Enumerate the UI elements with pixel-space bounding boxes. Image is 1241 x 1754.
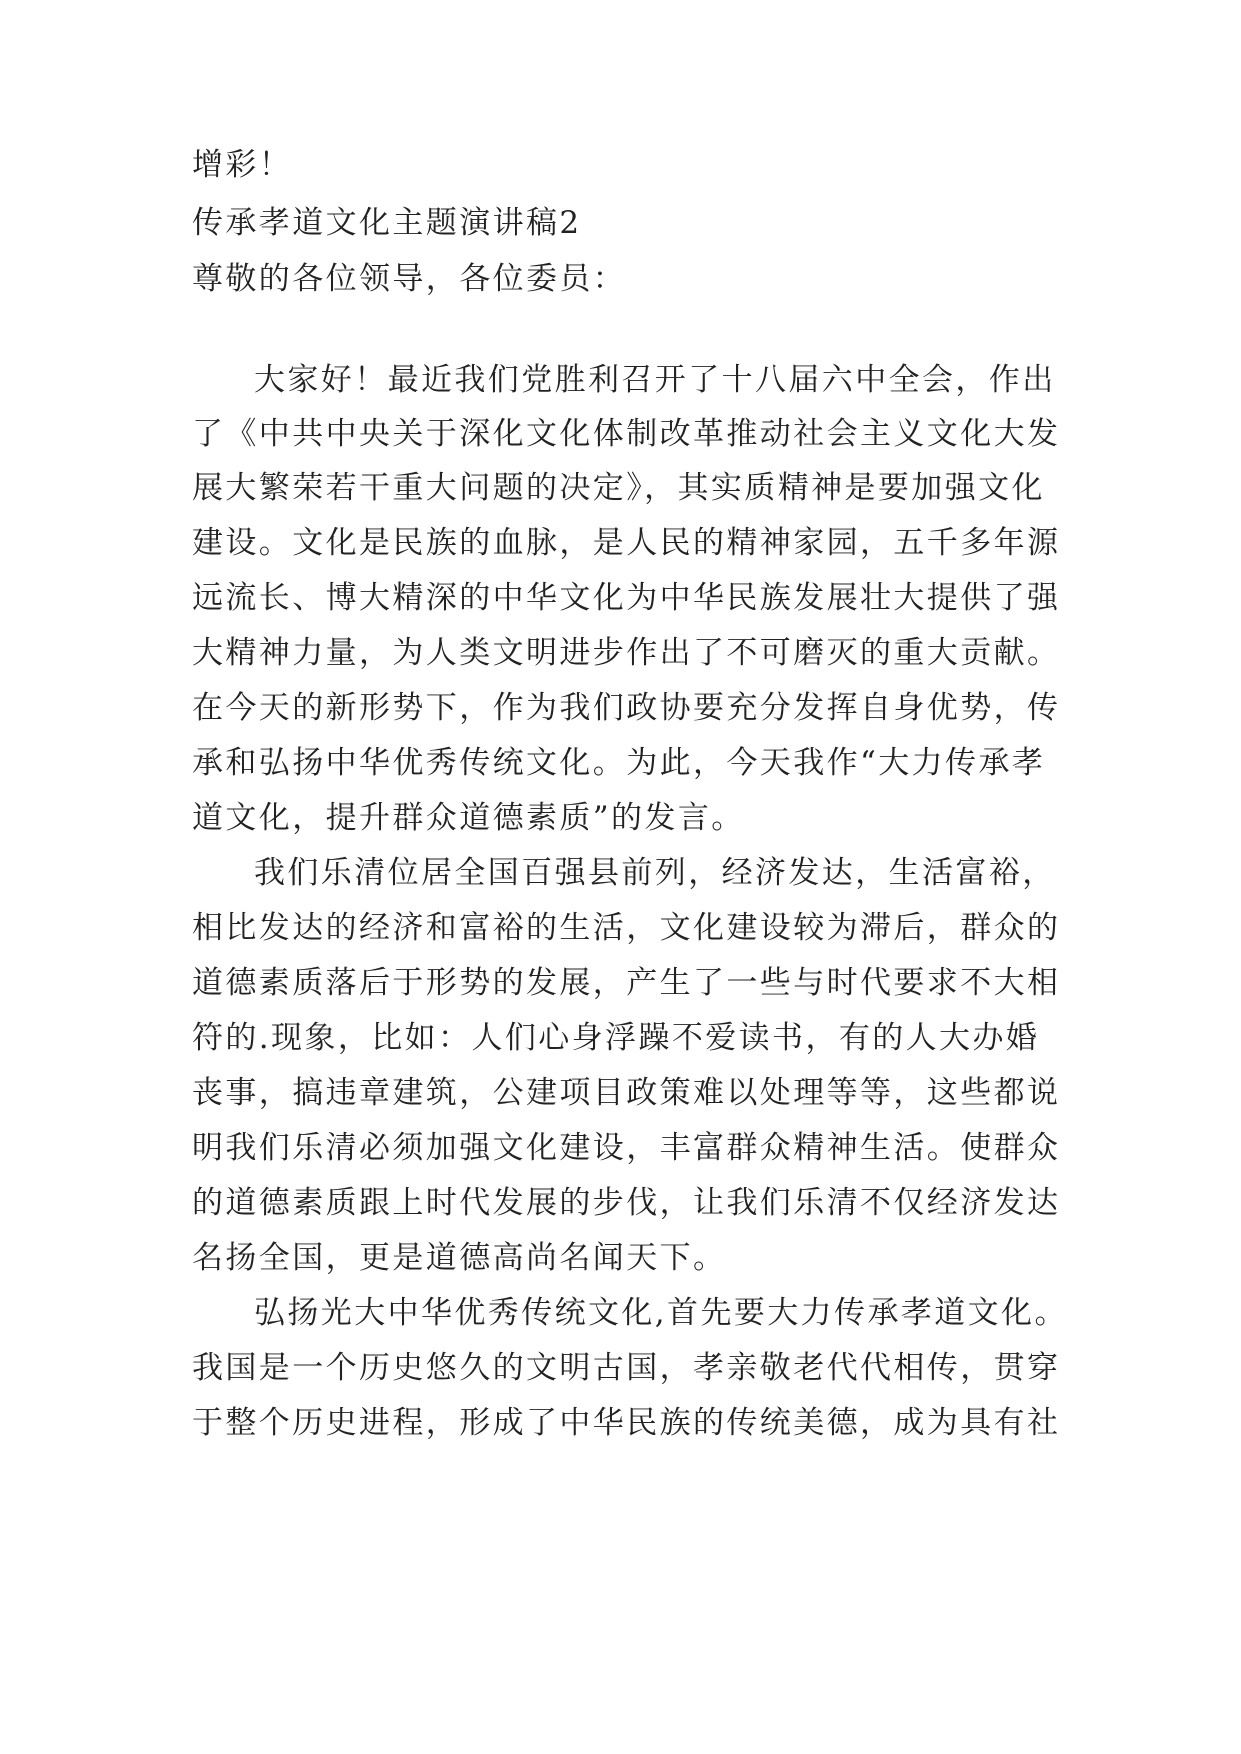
salutation: 尊敬的各位领导，各位委员： bbox=[192, 261, 627, 297]
text-line: 展大繁荣若干重大问题的决定》，其实质精神是要加强文化 bbox=[192, 470, 1045, 506]
text-line: 丧事，搞违章建筑，公建项目政策难以处理等等，这些都说 bbox=[192, 1075, 1061, 1111]
text-line: 道德素质落后于形势的发展，产生了一些与时代要求不大相 bbox=[192, 965, 1061, 1001]
text-line: 明我们乐清必须加强文化建设，丰富群众精神生活。使群众 bbox=[192, 1130, 1061, 1166]
text-line: 大家好！最近我们党胜利召开了十八届六中全会，作出 bbox=[254, 362, 1056, 398]
text-line: 增彩！ bbox=[192, 147, 293, 183]
text-line: 建设。文化是民族的血脉，是人民的精神家园，五千多年源 bbox=[192, 525, 1061, 561]
text-line: 相比发达的经济和富裕的生活，文化建设较为滞后，群众的 bbox=[192, 910, 1061, 946]
text-line: 于整个历史进程，形成了中华民族的传统美德，成为具有社 bbox=[192, 1405, 1061, 1441]
text-line: 我国是一个历史悠久的文明古国，孝亲敬老代代相传，贯穿 bbox=[192, 1350, 1061, 1386]
text-line: 承和弘扬中华优秀传统文化。为此，今天我作“大力传承孝 bbox=[192, 745, 1046, 781]
text-line: 远流长、博大精深的中华文化为中华民族发展壮大提供了强 bbox=[192, 580, 1061, 616]
text-line: 我们乐清位居全国百强县前列，经济发达，生活富裕， bbox=[254, 855, 1056, 891]
text-line: 道文化，提升群众道德素质”的发言。 bbox=[192, 800, 745, 836]
text-line: 在今天的新形势下，作为我们政协要充分发挥自身优势，传 bbox=[192, 690, 1061, 726]
text-line: 弘扬光大中华优秀传统文化,首先要大力传承孝道文化。 bbox=[254, 1295, 1068, 1331]
speech-title: 传承孝道文化主题演讲稿2 bbox=[192, 205, 582, 241]
text-line: 符的.现象，比如：人们心身浮躁不爱读书，有的人大办婚 bbox=[192, 1020, 1040, 1056]
text-line: 了《中共中央关于深化文化体制改革推动社会主义文化大发 bbox=[192, 416, 1061, 452]
text-line: 的道德素质跟上时代发展的步伐，让我们乐清不仅经济发达 bbox=[192, 1185, 1061, 1221]
text-line: 大精神力量，为人类文明进步作出了不可磨灭的重大贡献。 bbox=[192, 635, 1061, 671]
text-line: 名扬全国，更是道德高尚名闻天下。 bbox=[192, 1240, 727, 1276]
